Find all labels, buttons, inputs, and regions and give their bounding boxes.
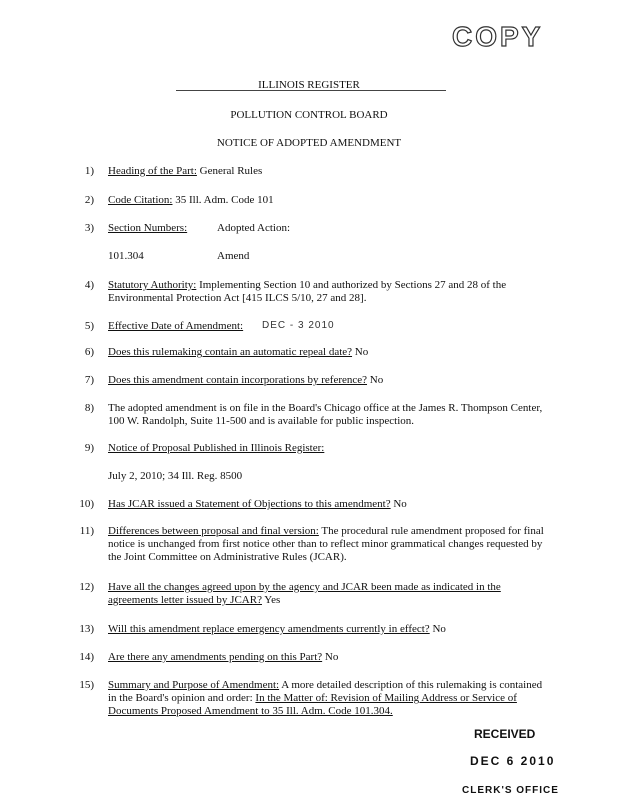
item-10-value: No [390,498,407,510]
item-13-number: 13) [79,623,94,635]
agency-title: POLLUTION CONTROL BOARD [230,109,388,121]
item-7-number: 7) [84,374,94,386]
item-4-value: Implementing Section 10 and authorized by Sections 27 and 28 of the Environmental Protection Act [415 ILCS 5/10, 27 and 28]. [108,279,507,304]
item-11 [108,525,544,564]
item-8-number: 8) [84,402,94,414]
item-12-value: Yes [261,594,281,606]
item-14 [108,651,544,664]
item-11-label: Differences between proposal and final version: [108,525,319,537]
item-4-label: Statutory Authority: [108,279,197,291]
item-9-value: July 2, 2010; 34 Ill. Reg. 8500 [108,470,243,482]
item-2-label: Code Citation: [108,194,173,206]
item-1 [108,165,544,178]
item-12-number: 12) [79,581,94,593]
item-6-label: Does this rulemaking contain an automatic repeal date? [108,346,353,358]
item-2-number: 2) [84,194,94,206]
item-2 [108,194,544,207]
item-6-number: 6) [84,346,94,358]
item-15-value: A more detailed description of this rulemaking is contained in the Board's opinion and order: [108,679,543,704]
item-13 [108,623,544,636]
item-10-number: 10) [79,498,94,510]
item-3-number: 3) [84,222,94,234]
item-4-number: 4) [84,279,94,291]
item-3-label-action: Adopted Action: [217,222,291,234]
item-6-value: No [352,346,369,358]
item-10-label: Has JCAR issued a Statement of Objections to this amendment? [108,498,391,510]
copy-stamp: COPY [452,21,544,52]
item-12-label: Have all the changes agreed upon by the agency and JCAR been made as indicated in the agreements letter issued by JCAR? [108,581,501,606]
item-6 [108,346,544,359]
item-5-label: Effective Date of Amendment: [108,320,244,332]
item-5-number: 5) [84,320,94,332]
item-1-label: Heading of the Part: [108,165,197,177]
item-12 [108,581,544,607]
item-13-value: No [429,623,446,635]
item-13-label: Will this amendment replace emergency amendments currently in effect? [108,623,430,635]
item-7-value: No [367,374,384,386]
item-1-value: General Rules [196,165,263,177]
item-14-value: No [322,651,339,663]
clerk-office-stamp: CLERK'S OFFICE [462,785,559,796]
item-11-value: The procedural rule amendment proposed for final notice is unchanged from first notice other than to reflect minor grammatical changes requested by the Joint Committee on Administrative Rules (JCAR). [108,525,544,563]
item-9-number: 9) [84,442,94,454]
item-10 [108,498,544,511]
item-3-label: Section Numbers: [108,222,188,234]
item-4 [108,279,544,305]
item-15 [108,679,544,718]
notice-title: NOTICE OF ADOPTED AMENDMENT [216,137,402,149]
item-14-label: Are there any amendments pending on this Part? [108,651,323,663]
item-7 [108,374,544,387]
item-7-label: Does this amendment contain incorporations by reference? [108,374,368,386]
item-3-section: 101.304 [108,250,144,262]
received-date-stamp: DEC 6 2010 [470,754,556,768]
received-stamp: RECEIVED [474,727,536,741]
effective-date-stamp: DEC - 3 2010 [262,320,335,331]
item-9-label: Notice of Proposal Published in Illinois Register: [108,442,325,454]
header-rule [176,90,446,91]
item-15-citation: In the Matter of: Revision of Mailing Address or Service of Documents Proposed Amendment to 35 Ill. Adm. Code 101.304. [108,692,517,717]
item-1-number: 1) [84,165,94,177]
item-11-number: 11) [79,525,94,537]
register-title: ILLINOIS REGISTER [258,79,360,91]
item-8-text: The adopted amendment is on file in the Board's Chicago office at the James R. Thompson Center, 100 W. Randolph, Suite 11-500 and is available for public inspection. [108,402,543,427]
item-15-number: 15) [79,679,94,691]
item-14-number: 14) [79,651,94,663]
item-3-action: Amend [217,250,250,262]
item-15-label: Summary and Purpose of Amendment: [108,679,280,691]
item-2-value: 35 Ill. Adm. Code 101 [172,194,274,206]
